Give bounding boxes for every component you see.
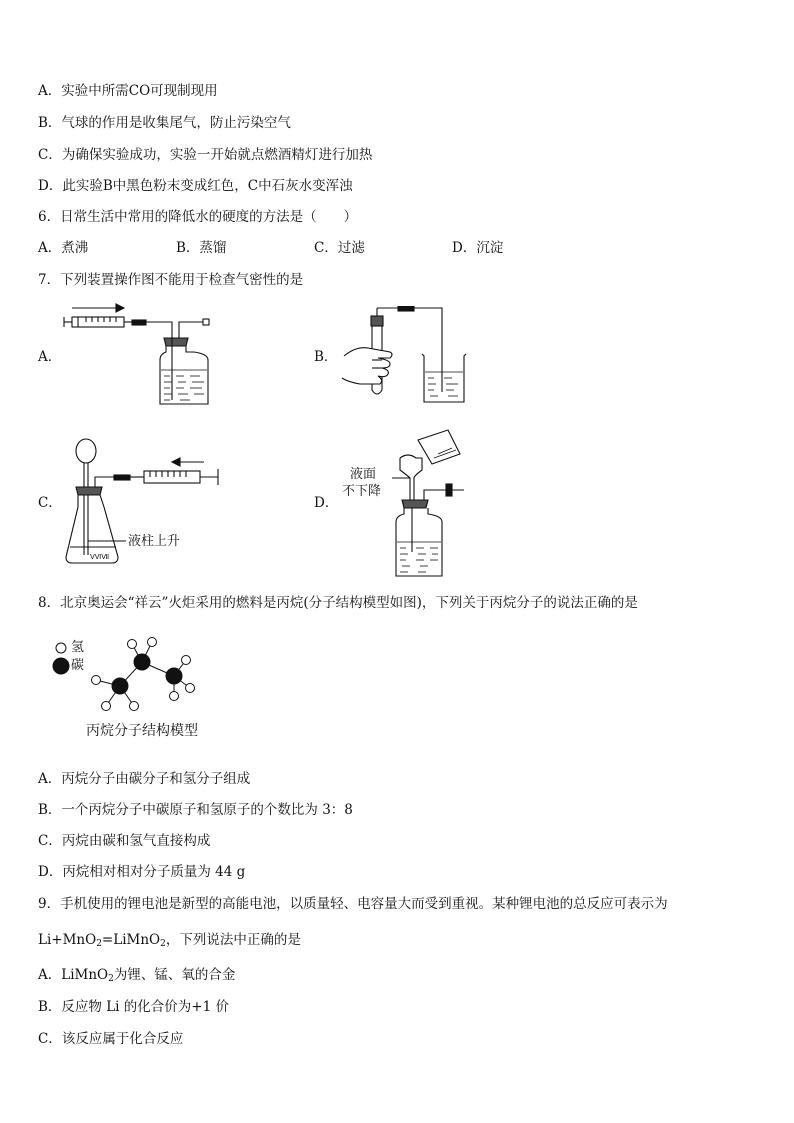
q9-equation: Li+MnO$_2$=LiMnO$_2$，下列说法中正确的是 <box>38 932 301 949</box>
propane-caption: 丙烷分子结构模型 <box>86 723 198 739</box>
q5-option-c: C．为确保实验成功，实验一开始就点燃酒精灯进行加热 <box>38 147 373 163</box>
q8-option-a: A．丙烷分子由碳分子和氢分子组成 <box>38 771 251 787</box>
legend-carbon: 碳 <box>71 658 85 673</box>
q7-label-d: D． <box>314 495 339 511</box>
q6-stem: 6．日常生活中常用的降低水的硬度的方法是（ ） <box>38 209 358 225</box>
q7-d-note-line2: 不下降 <box>342 484 382 499</box>
q7-label-c: C． <box>38 495 62 511</box>
q8-option-d: D．丙烷相对相对分子质量为 44 g <box>38 864 246 880</box>
svg-text:ⅤⅥⅦ: ⅤⅥⅦ <box>90 553 110 561</box>
q7-stem: 7．下列装置操作图不能用于检查气密性的是 <box>38 272 304 288</box>
q5-option-a: A．实验中所需CO可现制现用 <box>38 83 218 99</box>
q7-d-note-line1: 液面 <box>350 467 377 482</box>
q7-diagram-d <box>392 428 484 578</box>
q8-option-b: B．一个丙烷分子中碳原子和氢原子的个数比为 3：8 <box>38 802 353 818</box>
q6-option-c: C．过滤 <box>314 240 365 256</box>
q9-stem: 9．手机使用的锂电池是新型的高能电池，以质量轻、电容量大而受到重视。某种锂电池的总反应可表示为 <box>38 896 668 912</box>
q6-option-d: D．沉淀 <box>452 240 504 256</box>
q7-diagram-b <box>338 306 478 406</box>
q7-label-b: B． <box>314 349 338 365</box>
q5-option-b: B．气球的作用是收集尾气，防止污染空气 <box>38 115 291 131</box>
q8-stem: 8．北京奥运会“祥云”火炬采用的燃料是丙烷(分子结构模型如图)，下列关于丙烷分子的说法正确的是 <box>38 595 638 611</box>
q7-diagram-a <box>60 300 220 410</box>
q9-option-c: C．该反应属于化合反应 <box>38 1031 184 1047</box>
q8-option-c: C．丙烷由碳和氢气直接构成 <box>38 833 211 849</box>
legend-hydrogen: 氢 <box>71 640 85 655</box>
q6-option-a: A．煮沸 <box>38 240 89 256</box>
q7-label-a: A． <box>38 349 62 365</box>
q6-option-b: B．蒸馏 <box>176 240 227 256</box>
q7-c-note: 液柱上升 <box>128 534 181 549</box>
q9-option-b: B．反应物 Li 的化合价为+1 价 <box>38 999 229 1015</box>
q9-option-a: A．LiMnO$_2$为锂、锰、氧的合金 <box>38 967 236 984</box>
q5-option-d: D．此实验B中黑色粉末变成红色，C中石灰水变浑浊 <box>38 178 353 194</box>
